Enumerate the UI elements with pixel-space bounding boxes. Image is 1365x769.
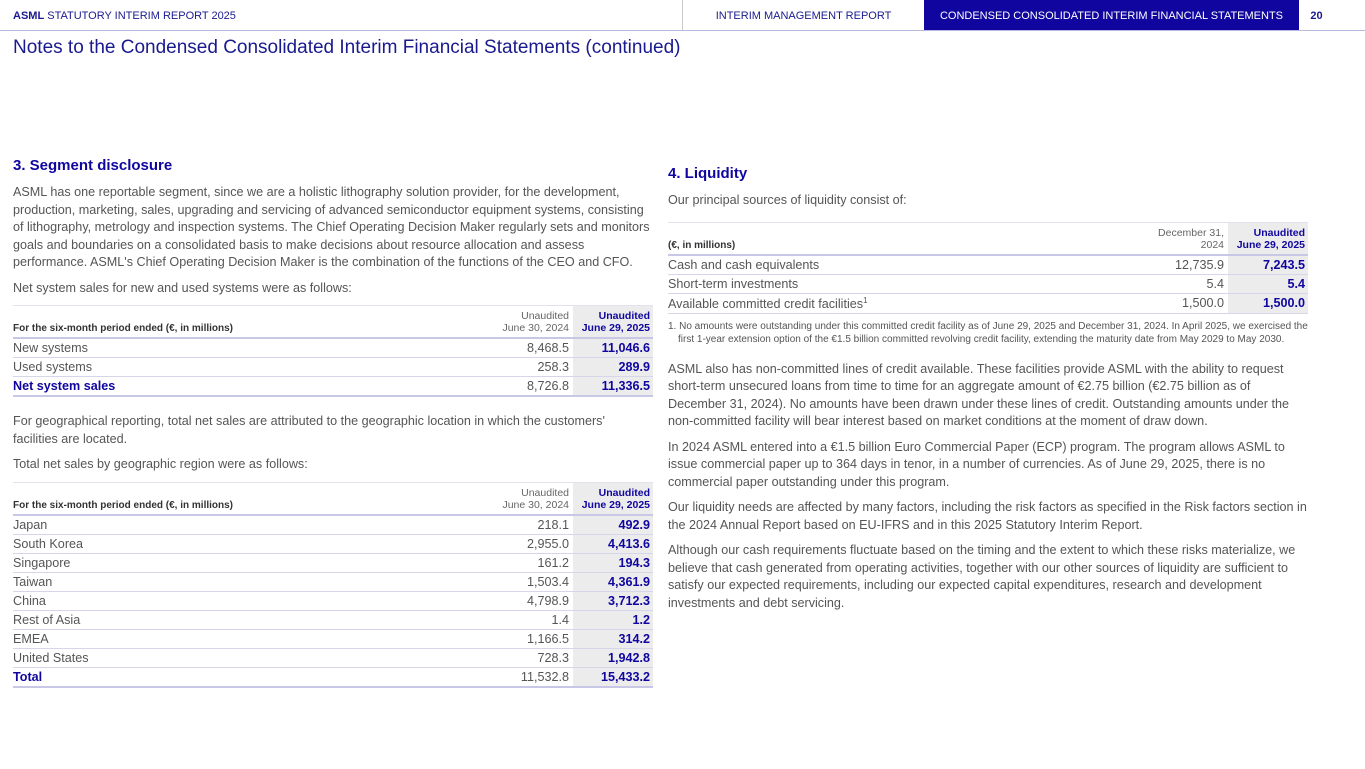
current-value: 1,942.8 [573, 648, 653, 667]
prior-value: 1,503.4 [437, 572, 573, 591]
row-label-text: Cash and cash equivalents [668, 257, 820, 272]
table-row [13, 358, 653, 377]
column-label: (€, in millions) [668, 222, 1083, 255]
table-row [13, 338, 653, 358]
table-row [13, 515, 653, 535]
prior-value: 5.4 [1083, 274, 1228, 293]
table-header [668, 222, 1308, 255]
paragraph: Total net sales by geographic region were as follows: [13, 457, 308, 471]
row-label [13, 610, 437, 629]
prior-value: 4,798.9 [437, 591, 573, 610]
liquidity-section [668, 165, 1308, 620]
row-label-text: Available committed credit facilities [668, 296, 864, 311]
footnote: 1. No amounts were outstanding under this committed credit facility as of June 29, 2025 and December 31, 2024. In April 2025, we exercised the first 1-year extension option of the €1.5 billion committed revolving credit facility, extending the maturity date from May 2029 to May 2030. [668, 320, 1308, 346]
paragraph: In 2024 ASML entered into a €1.5 billion Euro Commercial Paper (ECP) program. The program allows ASML to issue commercial paper up to 364 days in tenor, in a number of currencies. As of June 29, 2025, there is no commercial paper outstanding under this program. [668, 439, 1285, 489]
current-date: June 29, 2025 [1236, 238, 1305, 251]
table-header [13, 306, 653, 339]
prior-value: 161.2 [437, 553, 573, 572]
current-value: 1,500.0 [1228, 293, 1308, 313]
current-value: 1.2 [573, 610, 653, 629]
table-row [13, 572, 653, 591]
column-current [573, 482, 653, 515]
row-label [668, 255, 1083, 275]
current-value: 4,413.6 [573, 534, 653, 553]
row-label-text: Singapore [13, 555, 71, 570]
section-heading: 4. Liquidity [668, 165, 748, 182]
paragraph: Our liquidity needs are affected by many factors, including the risk factors as specified in the Risk factors section in the 2024 Annual Report based on EU-IFRS and in this 2025 Statutory Interim Report. [668, 500, 1307, 532]
footnote-ref: 1 [863, 295, 868, 305]
row-label [13, 648, 437, 667]
row-label [13, 629, 437, 648]
table-row [13, 648, 653, 667]
column-current [1228, 222, 1308, 255]
row-label [668, 293, 1083, 313]
prior-value: 1,500.0 [1083, 293, 1228, 313]
table-row [668, 255, 1308, 275]
table-row [668, 274, 1308, 293]
table-row [668, 293, 1308, 313]
prior-value: 728.3 [437, 648, 573, 667]
segment-section [13, 157, 653, 700]
row-label-text: Taiwan [13, 574, 53, 589]
paragraph: ASML also has non-committed lines of credit available. These facilities provide ASML with the ability to request short-term unsecured loans from time to time for an aggregate amount of €2.75 billion (€2.75 billion as of December 31, 2024). No amounts have been drawn under these lines of credit. Outstanding amounts under the non-committed facility will bear interest based on market conditions at the moment of draw down. [668, 361, 1289, 429]
row-label [13, 358, 437, 377]
current-value: 3,712.3 [573, 591, 653, 610]
brand-logo-text: ASML [13, 10, 45, 22]
prior-value: 218.1 [437, 515, 573, 535]
row-label [13, 515, 437, 535]
prior-value: 1,166.5 [437, 629, 573, 648]
row-label-text: EMEA [13, 631, 49, 646]
prior-value: 11,532.8 [437, 667, 573, 687]
current-status: Unaudited [1253, 226, 1305, 239]
current-value: 5.4 [1228, 274, 1308, 293]
prior-status: Unaudited [521, 486, 569, 499]
row-label [13, 572, 437, 591]
prior-value: 258.3 [437, 358, 573, 377]
current-value: 7,243.5 [1228, 255, 1308, 275]
current-value: 492.9 [573, 515, 653, 535]
geographic-sales-table [13, 482, 653, 688]
tab-interim-management-report[interactable]: INTERIM MANAGEMENT REPORT [682, 0, 924, 30]
current-value: 4,361.9 [573, 572, 653, 591]
row-label-text: China [13, 593, 46, 608]
page-title: Notes to the Condensed Consolidated Interim Financial Statements (continued) [13, 37, 681, 58]
current-value: 314.2 [573, 629, 653, 648]
current-value: 194.3 [573, 553, 653, 572]
total-row [13, 667, 653, 687]
column-prior [1083, 222, 1228, 255]
prior-value: 1.4 [437, 610, 573, 629]
table-row [13, 534, 653, 553]
row-label-text: Short-term investments [668, 276, 799, 291]
column-label: For the six-month period ended (€, in millions) [13, 482, 437, 515]
section-heading: 3. Segment disclosure [13, 157, 173, 174]
prior-status: Unaudited [521, 310, 569, 322]
paragraph: For geographical reporting, total net sales are attributed to the geographic location in which the customers' facilities are located. [13, 414, 605, 446]
row-label-text: Japan [13, 517, 48, 532]
row-label-text: Rest of Asia [13, 612, 81, 627]
current-status: Unaudited [598, 310, 650, 322]
current-date: June 29, 2025 [581, 322, 650, 334]
table-row [13, 610, 653, 629]
tab-financial-statements[interactable]: CONDENSED CONSOLIDATED INTERIM FINANCIAL STATEMENTS [924, 0, 1299, 30]
prior-value: 8,726.8 [437, 377, 573, 397]
row-label: Net system sales [13, 377, 437, 397]
total-row [13, 377, 653, 397]
report-brand[interactable] [13, 10, 236, 22]
row-label-text: South Korea [13, 536, 84, 551]
top-bar [0, 0, 1365, 31]
column-prior [437, 482, 573, 515]
prior-value: 2,955.0 [437, 534, 573, 553]
paragraph: Although our cash requirements fluctuate based on the timing and the extent to which these risks materialize, we believe that cash generated from operating activities, together with our other sources of liquidity are sufficient to satisfy our expected requirements, including our expected capital expenditures, research and development investments and debt servicing. [668, 543, 1296, 610]
prior-date: June 30, 2024 [502, 498, 569, 511]
prior-date: June 30, 2024 [502, 322, 569, 334]
column-prior [437, 306, 573, 339]
current-value: 15,433.2 [573, 667, 653, 687]
page-number: 20 [1310, 10, 1323, 22]
current-value: 289.9 [573, 358, 653, 377]
column-label: For the six-month period ended (€, in millions) [13, 306, 437, 339]
prior-value: 12,735.9 [1083, 255, 1228, 275]
prior-value: 8,468.5 [437, 338, 573, 358]
current-value: 11,046.6 [573, 338, 653, 358]
row-label-text: New systems [13, 341, 88, 355]
liquidity-table [668, 222, 1308, 314]
table-row [13, 553, 653, 572]
table-row [13, 591, 653, 610]
prior-date: 2024 [1200, 238, 1224, 251]
report-name: STATUTORY INTERIM REPORT 2025 [47, 10, 236, 22]
row-label [668, 274, 1083, 293]
prior-status: December 31, [1158, 226, 1224, 239]
row-label [13, 591, 437, 610]
paragraph: ASML has one reportable segment, since we are a holistic lithography solution provider, for the development, production, marketing, sales, upgrading and servicing of advanced semiconductor equipment systems, consisting of lithography, metrology and inspection systems. The Chief Operating Decision Maker regularly sets and monitors goals and boundaries on a consolidated basis to make decisions about resource allocation and assess performance. ASML's Chief Operating Decision Maker is the combination of the functions of the CEO and CFO. [13, 185, 650, 269]
row-label-text: Used systems [13, 360, 93, 374]
table-header [13, 482, 653, 515]
row-label-text: United States [13, 650, 89, 665]
row-label: Total [13, 667, 437, 687]
paragraph: Our principal sources of liquidity consist of: [668, 193, 907, 207]
current-date: June 29, 2025 [581, 498, 650, 511]
row-label [13, 338, 437, 358]
table-row [13, 629, 653, 648]
current-value: 11,336.5 [573, 377, 653, 397]
system-sales-table [13, 305, 653, 397]
current-status: Unaudited [598, 486, 650, 499]
column-current [573, 306, 653, 339]
row-label [13, 553, 437, 572]
paragraph: Net system sales for new and used systems were as follows: [13, 280, 352, 295]
row-label [13, 534, 437, 553]
